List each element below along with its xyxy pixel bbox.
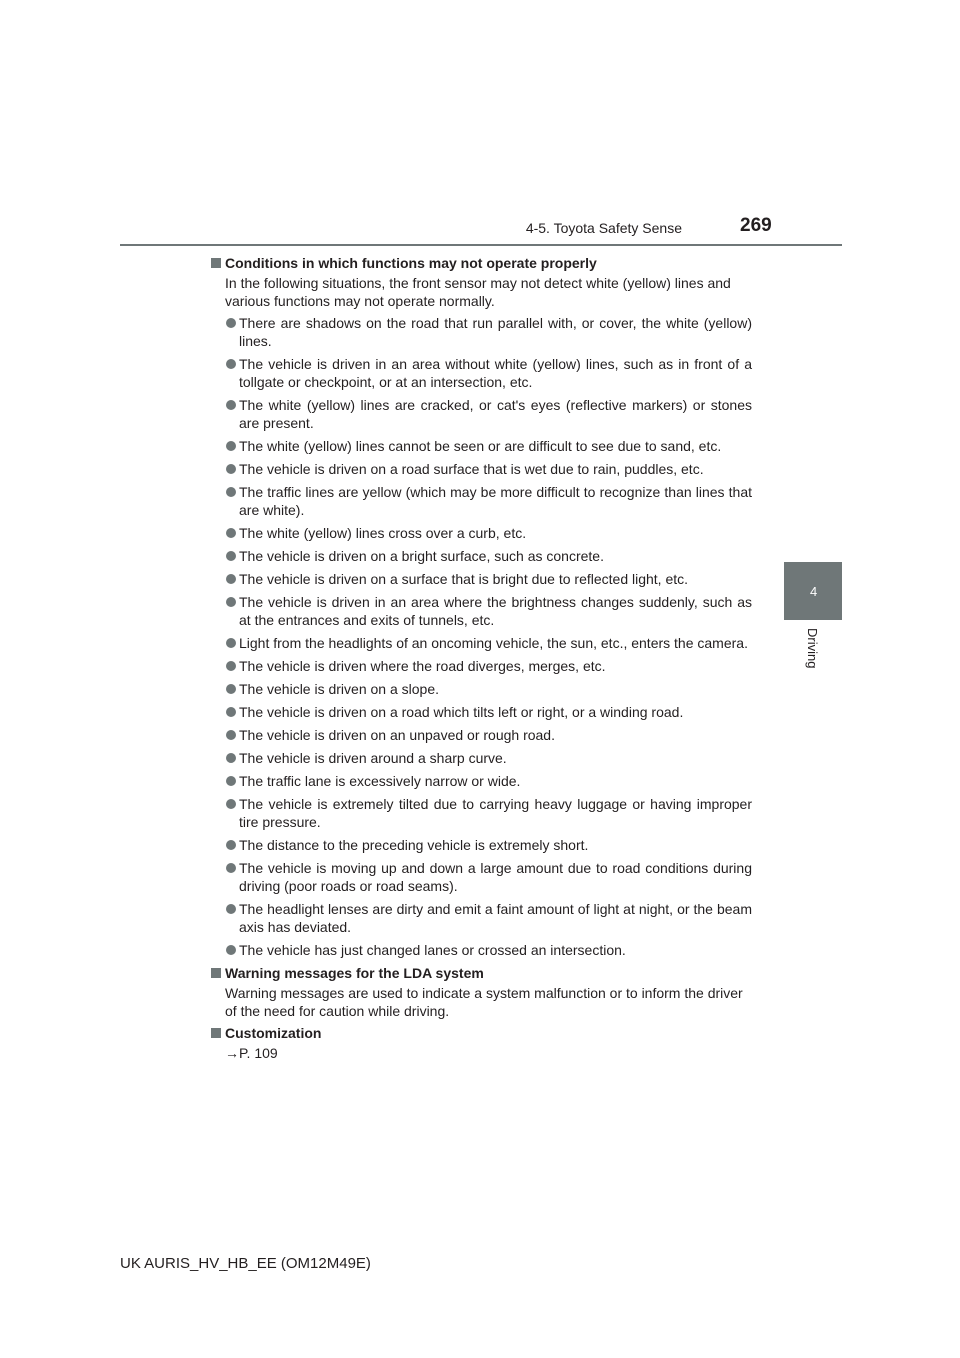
round-bullet-icon bbox=[226, 551, 236, 561]
list-item bbox=[210, 593, 752, 629]
list-item bbox=[210, 634, 752, 652]
list-item bbox=[210, 547, 752, 565]
list-item bbox=[210, 396, 752, 432]
square-bullet-icon bbox=[211, 258, 221, 268]
list-item bbox=[210, 900, 752, 936]
round-bullet-icon bbox=[226, 730, 236, 740]
list-item-text: The vehicle is driven on a slope. bbox=[239, 681, 439, 697]
round-bullet-icon bbox=[226, 707, 236, 717]
list-item-text: The white (yellow) lines are cracked, or cat's eyes (reflective markers) or stones are present. bbox=[239, 397, 752, 431]
square-bullet-icon bbox=[211, 1028, 221, 1038]
list-item bbox=[210, 483, 752, 519]
list-item bbox=[210, 859, 752, 895]
round-bullet-icon bbox=[226, 359, 236, 369]
round-bullet-icon bbox=[226, 904, 236, 914]
list-item-text: There are shadows on the road that run parallel with, or cover, the white (yellow) lines. bbox=[239, 315, 752, 349]
list-item-text: The distance to the preceding vehicle is extremely short. bbox=[239, 837, 589, 853]
chapter-tab-number: 4 bbox=[810, 584, 818, 599]
section-intro: In the following situations, the front sensor may not detect white (yellow) lines and various functions may not operate normally. bbox=[225, 275, 731, 309]
chapter-tab bbox=[784, 562, 842, 620]
chapter-tab-label-wrap bbox=[800, 628, 824, 688]
round-bullet-icon bbox=[226, 840, 236, 850]
round-bullet-icon bbox=[226, 574, 236, 584]
section-heading-text: Customization bbox=[225, 1025, 322, 1041]
page-content bbox=[210, 254, 752, 1062]
section-customization bbox=[210, 1024, 752, 1062]
list-item-text: The white (yellow) lines cannot be seen or are difficult to see due to sand, etc. bbox=[239, 438, 722, 454]
round-bullet-icon bbox=[226, 597, 236, 607]
conditions-list bbox=[210, 314, 752, 959]
list-item-text: The vehicle is driven on an unpaved or rough road. bbox=[239, 727, 555, 743]
header-divider bbox=[120, 244, 842, 246]
list-item-text: The vehicle is driven in an area where the brightness changes suddenly, such as at the entrances and exits of tunnels, etc. bbox=[239, 594, 752, 628]
list-item-text: Light from the headlights of an oncoming vehicle, the sun, etc., enters the camera. bbox=[239, 635, 748, 651]
round-bullet-icon bbox=[226, 945, 236, 955]
list-item bbox=[210, 680, 752, 698]
list-item bbox=[210, 355, 752, 391]
round-bullet-icon bbox=[226, 638, 236, 648]
list-item bbox=[210, 795, 752, 831]
round-bullet-icon bbox=[226, 799, 236, 809]
list-item-text: The vehicle has just changed lanes or crossed an intersection. bbox=[239, 942, 626, 958]
section-heading-text: Warning messages for the LDA system bbox=[225, 965, 484, 981]
list-item-text: The traffic lane is excessively narrow or wide. bbox=[239, 773, 521, 789]
page-number: 269 bbox=[740, 215, 772, 236]
section-warning-messages bbox=[210, 964, 752, 1020]
section-heading bbox=[210, 254, 752, 272]
list-item bbox=[210, 570, 752, 588]
list-item-text: The vehicle is driven in an area without white (yellow) lines, such as in front of a tollgate or checkpoint, or at an intersection, etc. bbox=[239, 356, 752, 390]
list-item bbox=[210, 836, 752, 854]
list-item bbox=[210, 657, 752, 675]
section-heading bbox=[210, 1024, 752, 1042]
list-item-text: The vehicle is moving up and down a large amount due to road conditions during driving (poor roads or road seams). bbox=[239, 860, 752, 894]
list-item-text: The headlight lenses are dirty and emit a faint amount of light at night, or the beam axis has deviated. bbox=[239, 901, 752, 935]
list-item bbox=[210, 314, 752, 350]
list-item-text: The vehicle is driven on a surface that is bright due to reflected light, etc. bbox=[239, 571, 689, 587]
footer-model-code: UK AURIS_HV_HB_EE (OM12M49E) bbox=[120, 1255, 371, 1272]
round-bullet-icon bbox=[226, 776, 236, 786]
header-section-title: 4-5. Toyota Safety Sense bbox=[525, 220, 682, 236]
list-item bbox=[210, 437, 752, 455]
round-bullet-icon bbox=[226, 528, 236, 538]
round-bullet-icon bbox=[226, 661, 236, 671]
square-bullet-icon bbox=[211, 968, 221, 978]
list-item-text: The vehicle is driven where the road diverges, merges, etc. bbox=[239, 658, 606, 674]
page-reference-link[interactable]: →P. 109 bbox=[225, 1045, 278, 1061]
chapter-tab-label: Driving bbox=[805, 628, 820, 669]
section-heading-text: Conditions in which functions may not operate properly bbox=[225, 255, 597, 271]
list-item bbox=[210, 460, 752, 478]
list-item bbox=[210, 703, 752, 721]
round-bullet-icon bbox=[226, 464, 236, 474]
list-item-text: The vehicle is driven around a sharp curve. bbox=[239, 750, 507, 766]
round-bullet-icon bbox=[226, 400, 236, 410]
round-bullet-icon bbox=[226, 863, 236, 873]
round-bullet-icon bbox=[226, 684, 236, 694]
list-item-text: The traffic lines are yellow (which may be more difficult to recognize than lines that are white). bbox=[239, 484, 752, 518]
list-item bbox=[210, 726, 752, 744]
section-intro: Warning messages are used to indicate a system malfunction or to inform the driver of the need for caution while driving. bbox=[225, 985, 743, 1019]
list-item-text: The white (yellow) lines cross over a curb, etc. bbox=[239, 525, 527, 541]
list-item-text: The vehicle is driven on a road surface that is wet due to rain, puddles, etc. bbox=[239, 461, 704, 477]
list-item-text: The vehicle is driven on a road which tilts left or right, or a winding road. bbox=[239, 704, 684, 720]
list-item bbox=[210, 524, 752, 542]
list-item-text: The vehicle is driven on a bright surface, such as concrete. bbox=[239, 548, 604, 564]
list-item-text: The vehicle is extremely tilted due to carrying heavy luggage or having improper tire pressure. bbox=[239, 796, 752, 830]
list-item bbox=[210, 941, 752, 959]
round-bullet-icon bbox=[226, 753, 236, 763]
list-item bbox=[210, 749, 752, 767]
round-bullet-icon bbox=[226, 487, 236, 497]
section-conditions bbox=[210, 254, 752, 959]
list-item bbox=[210, 772, 752, 790]
section-heading bbox=[210, 964, 752, 982]
round-bullet-icon bbox=[226, 318, 236, 328]
round-bullet-icon bbox=[226, 441, 236, 451]
